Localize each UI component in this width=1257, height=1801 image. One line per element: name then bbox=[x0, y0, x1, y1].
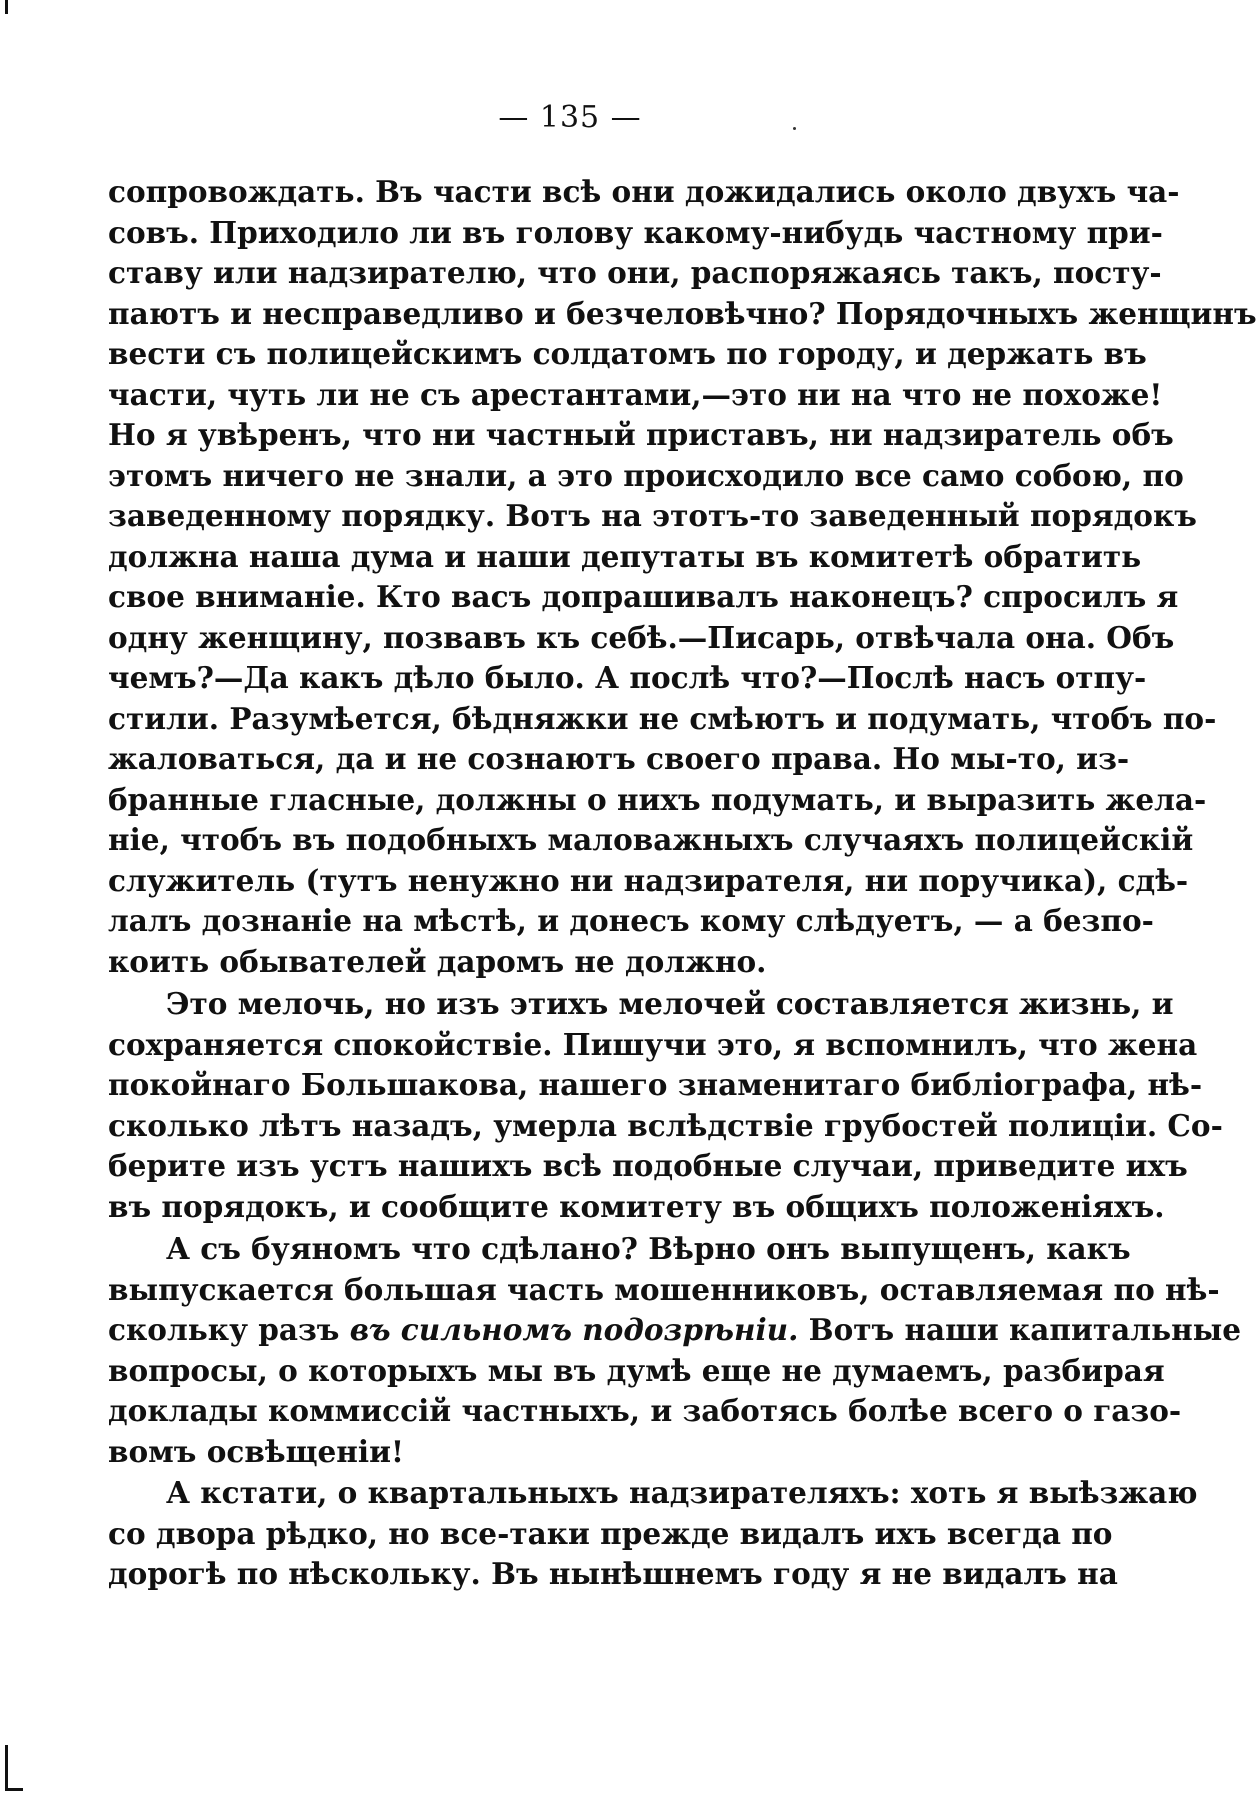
text-line: лалъ дознаніе на мѣстѣ, и донесъ кому слѣдуетъ, — а безпо- bbox=[108, 903, 1154, 938]
text-segment: Вотъ наши капитальные bbox=[808, 1312, 1242, 1347]
text-line: одну женщину, позвавъ къ себѣ.—Писарь, отвѣчала она. Объ bbox=[108, 619, 1175, 655]
text-line: паютъ и несправедливо и безчеловѣчно? Порядочныхъ женщинъ bbox=[108, 295, 1257, 331]
text-line: заведенному порядку. Вотъ на этотъ-то заведенный порядокъ bbox=[108, 498, 1197, 533]
paragraph-4 bbox=[108, 1473, 1198, 1595]
text-line: ніе, чтобъ въ подобныхъ маловажныхъ случаяхъ полицейскій bbox=[108, 822, 1194, 857]
text-line: совъ. Приходило ли въ голову какому-нибудь частному при- bbox=[108, 214, 1163, 250]
paragraph-1 bbox=[108, 172, 1257, 982]
text-segment: скольку разъ bbox=[108, 1312, 340, 1347]
text-line: части, чуть ли не съ арестантами,—это ни на что не похоже! bbox=[108, 376, 1163, 412]
text-line: вести съ полицейскимъ солдатомъ по городу, и держать въ bbox=[108, 336, 1147, 371]
text-line: вомъ освѣщеніи! bbox=[108, 1433, 404, 1469]
text-line: должна наша дума и наши депутаты въ комитетѣ обратить bbox=[108, 538, 1142, 574]
text-line: со двора рѣдко, но все-таки прежде видалъ ихъ всегда по bbox=[108, 1515, 1113, 1551]
text-line: ставу или надзирателю, что они, распоряжаясь такъ, посту- bbox=[108, 255, 1162, 290]
text-line: въ порядокъ, и сообщите комитету въ общихъ положеніяхъ. bbox=[108, 1188, 1165, 1224]
text-line: чемъ?—Да какъ дѣло было. А послѣ что?—Послѣ насъ отпу- bbox=[108, 660, 1147, 695]
text-line: доклады коммиссій частныхъ, и заботясь болѣе всего о газо- bbox=[108, 1393, 1182, 1428]
page-number: — 135 — bbox=[498, 100, 642, 135]
text-line: Но я увѣренъ, что ни частный приставъ, ни надзиратель объ bbox=[108, 417, 1174, 452]
text-line: сопровождать. Въ части всѣ они дожидались около двухъ ча- bbox=[108, 174, 1180, 209]
text-line: коить обывателей даромъ не должно. bbox=[108, 943, 767, 979]
text-line: сохраняется спокойствіе. Пишучи это, я вспомнилъ, что жена bbox=[108, 1026, 1198, 1062]
text-line: бранные гласные, должны о нихъ подумать, и выразить жела- bbox=[108, 781, 1207, 817]
scan-corner-mark bbox=[5, 0, 8, 14]
text-line: жаловаться, да и не сознаютъ своего права. Но мы-то, из- bbox=[108, 741, 1130, 776]
text-line: покойнаго Большакова, нашего знаменитаго библіографа, нѣ- bbox=[108, 1067, 1203, 1102]
scan-corner-mark bbox=[5, 1745, 8, 1791]
text-line: этомъ ничего не знали, а это происходило все само собою, по bbox=[108, 457, 1184, 493]
text-line: берите изъ устъ нашихъ всѣ подобные случаи, приведите ихъ bbox=[108, 1148, 1188, 1183]
scan-corner-mark bbox=[5, 1788, 23, 1791]
text-line: выпускается большая часть мошенниковъ, оставляемая по нѣ- bbox=[108, 1271, 1220, 1307]
paragraph-2 bbox=[108, 984, 1223, 1227]
italic-phrase: въ сильномъ подозрѣніи. bbox=[349, 1312, 799, 1347]
text-line: А съ буяномъ что сдѣлано? Вѣрно онъ выпущенъ, какъ bbox=[166, 1231, 1131, 1266]
text-line: дорогѣ по нѣскольку. Въ нынѣшнемъ году я не видалъ на bbox=[108, 1556, 1118, 1591]
text-line: А кстати, о квартальныхъ надзирателяхъ: хоть я выѣзжаю bbox=[166, 1475, 1198, 1510]
text-line: свое вниманіе. Кто васъ допрашивалъ наконецъ? спросилъ я bbox=[108, 579, 1179, 614]
text-line: вопросы, о которыхъ мы въ думѣ еще не думаемъ, разбирая bbox=[108, 1352, 1165, 1388]
text-line: служитель (тутъ ненужно ни надзирателя, ни поручика), сдѣ- bbox=[108, 862, 1189, 898]
text-line: Это мелочь, но изъ этихъ мелочей составляется жизнь, и bbox=[166, 986, 1174, 1021]
text-line: стили. Разумѣется, бѣдняжки не смѣютъ и подумать, чтобъ по- bbox=[108, 700, 1217, 736]
paragraph-3 bbox=[108, 1229, 1242, 1472]
text-line: сколько лѣтъ назадъ, умерла вслѣдствіе грубостей полиціи. Со- bbox=[108, 1107, 1223, 1143]
text-line-mixed bbox=[108, 1310, 1242, 1351]
